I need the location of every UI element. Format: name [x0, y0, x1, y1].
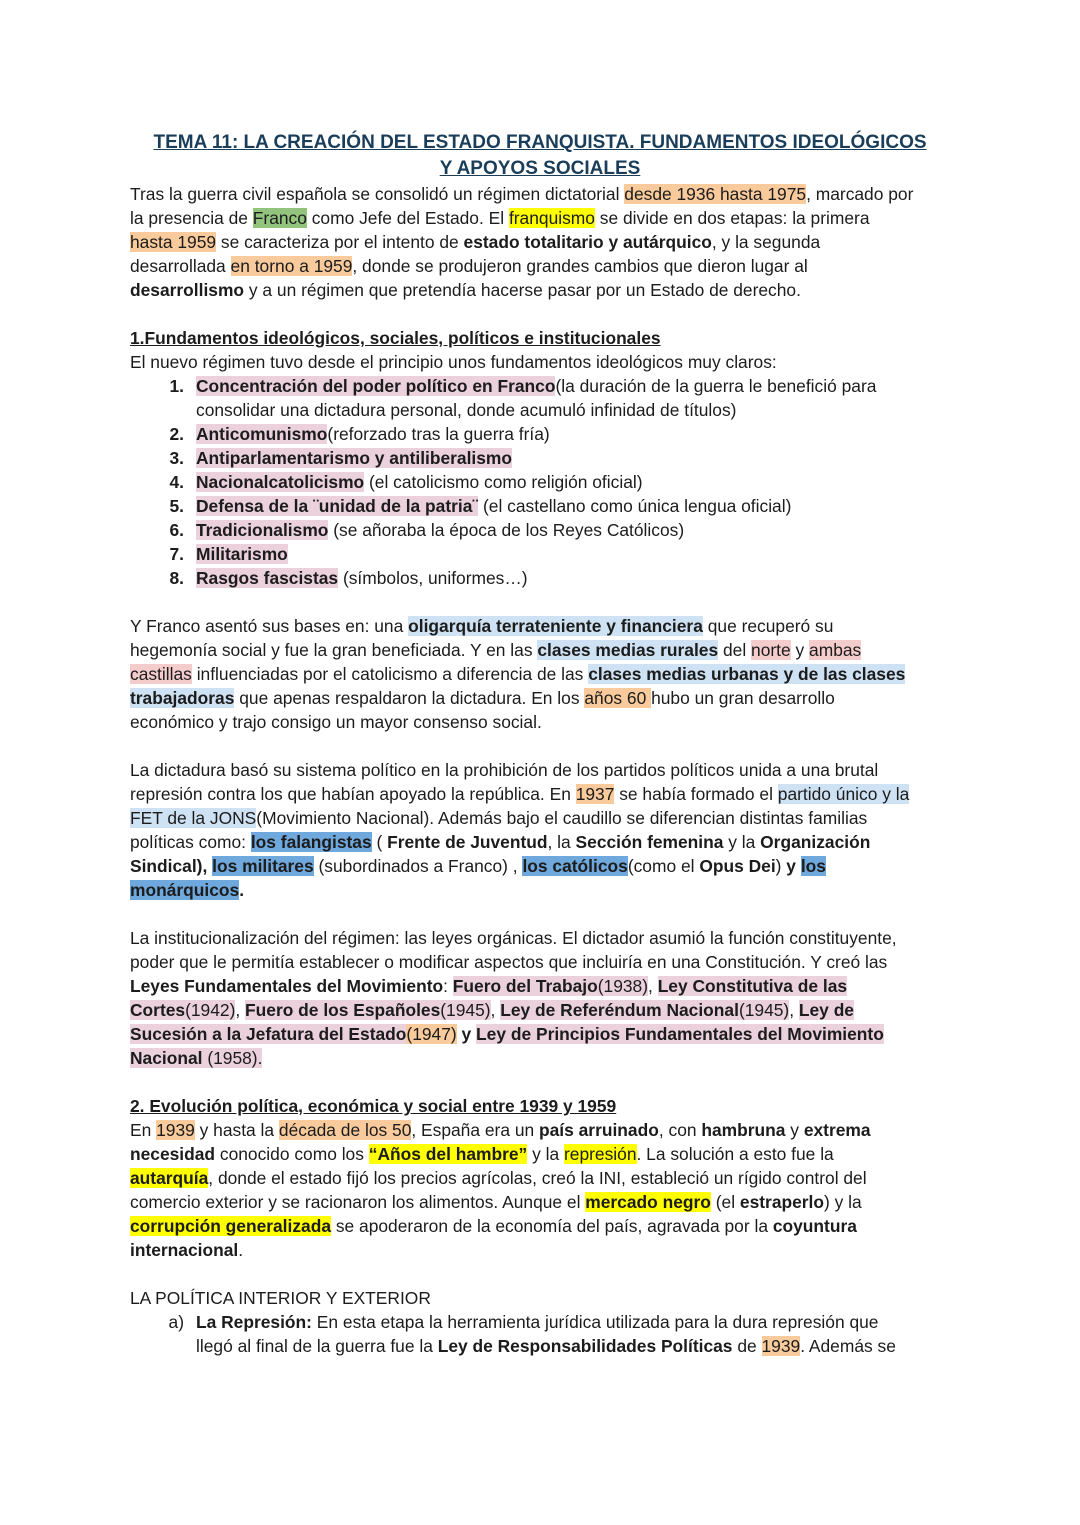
intro-line-1: Tras la guerra civil española se consolidó un régimen dictatorial desde 1936 hasta 1975, marcado por [130, 184, 914, 204]
instit-line-6: Nacional (1958). [130, 1048, 263, 1068]
dictadura-line-2: represión contra los que habían apoyado la república. En 1937 se había formado el partido único y la [130, 784, 910, 804]
section-3-line-2: llegó al final de la guerra fue la Ley de Responsabilidades Políticas de 1939. Además se [196, 1336, 896, 1356]
instit-line-2: poder que le permitía establecer o modificar aspectos que incluiría en una Constitución. Y creó las [130, 952, 888, 972]
instit-line-3: Leyes Fundamentales del Movimiento: Fuero del Trabajo(1938), Ley Constitutiva de las [130, 976, 848, 996]
bases-line-4: trabajadoras que apenas respaldaron la dictadura. En los años 60 hubo un gran desarrollo [130, 688, 835, 708]
section-2-line-2: necesidad conocido como los “Años del hambre” y la represión. La solución a esto fue la [130, 1144, 834, 1164]
intro-line-2: la presencia de Franco como Jefe del Estado. El franquismo se divide en dos etapas: la primera [130, 208, 870, 228]
section-3-line-1: La Represión: En esta etapa la herramienta jurídica utilizada para la dura represión que [196, 1312, 879, 1332]
instit-line-4: Cortes(1942), Fuero de los Españoles(1945), Ley de Referéndum Nacional(1945), Ley de [130, 1000, 854, 1020]
list-item-3: Antiparlamentarismo y antiliberalismo [196, 448, 513, 468]
section-2-line-6: internacional. [130, 1240, 244, 1260]
dictadura-line-5: Sindical), los militares (subordinados a Franco) , los católicos(como el Opus Dei) y los [130, 856, 826, 876]
list-number-4: 4. [169, 472, 184, 492]
bases-line-5: económico y trajo consigo un mayor consenso social. [130, 712, 542, 732]
list-number-2: 2. [169, 424, 184, 444]
bases-line-3: castillas influenciadas por el catolicismo a diferencia de las clases medias urbanas y de las clases [130, 664, 906, 684]
list-item-1-continuation: consolidar una dictadura personal, donde acumuló infinidad de títulos) [196, 400, 737, 420]
list-number-5: 5. [169, 496, 184, 516]
document-title-line-2: Y APOYOS SOCIALES [439, 158, 641, 179]
section-1-lead: El nuevo régimen tuvo desde el principio unos fundamentos ideológicos muy claros: [130, 352, 777, 372]
list-item-4: Nacionalcatolicismo (el catolicismo como religión oficial) [196, 472, 643, 492]
section-3-heading: LA POLÍTICA INTERIOR Y EXTERIOR [130, 1288, 431, 1308]
list-item-5: Defensa de la ¨unidad de la patria¨ (el castellano como única lengua oficial) [196, 496, 792, 516]
list-number-1: 1. [169, 376, 184, 396]
list-item-8: Rasgos fascistas (símbolos, uniformes…) [196, 568, 528, 588]
dictadura-line-6: monárquicos. [130, 880, 245, 900]
list-number-8: 8. [169, 568, 184, 588]
intro-line-4: desarrollada en torno a 1959, donde se produjeron grandes cambios que dieron lugar al [130, 256, 808, 276]
list-item-2: Anticomunismo(reforzado tras la guerra fría) [196, 424, 550, 444]
list-number-7: 7. [169, 544, 184, 564]
section-2-line-1: En 1939 y hasta la década de los 50, España era un país arruinado, con hambruna y extrema [130, 1120, 871, 1140]
list-item-6: Tradicionalismo (se añoraba la época de los Reyes Católicos) [196, 520, 685, 540]
section-2-heading: 2. Evolución política, económica y social entre 1939 y 1959 [130, 1096, 617, 1116]
intro-line-5: desarrollismo y a un régimen que pretendía hacerse pasar por un Estado de derecho. [130, 280, 801, 300]
section-2-line-3: autarquía, donde el estado fijó los precios agrícolas, creó la INI, estableció un rígido control del [130, 1168, 867, 1188]
intro-line-3: hasta 1959 se caracteriza por el intento de estado totalitario y autárquico, y la segunda [130, 232, 821, 252]
section-2-line-5: corrupción generalizada se apoderaron de la economía del país, agravada por la coyuntura [130, 1216, 857, 1236]
dictadura-line-4: políticas como: los falangistas ( Frente de Juventud, la Sección femenina y la Organización [130, 832, 871, 852]
dictadura-line-1: La dictadura basó su sistema político en la prohibición de los partidos políticos unida a una brutal [130, 760, 879, 780]
document-title-line-1: TEMA 11: LA CREACIÓN DEL ESTADO FRANQUISTA. FUNDAMENTOS IDEOLÓGICOS [153, 132, 927, 153]
instit-line-5: Sucesión a la Jefatura del Estado(1947) y Ley de Principios Fundamentales del Movimiento [130, 1024, 884, 1044]
instit-line-1: La institucionalización del régimen: las leyes orgánicas. El dictador asumió la función constituyente, [130, 928, 897, 948]
bases-line-1: Y Franco asentó sus bases en: una oligarquía terrateniente y financiera que recuperó su [130, 616, 834, 636]
list-item-1: Concentración del poder político en Franco(la duración de la guerra le benefició para [196, 376, 877, 396]
bases-line-2: hegemonía social y fue la gran beneficiada. Y en las clases medias rurales del norte y ambas [130, 640, 862, 660]
section-2-line-4: comercio exterior y se racionaron los alimentos. Aunque el mercado negro (el estraperlo) y la [130, 1192, 862, 1212]
section-1-heading: 1.Fundamentos ideológicos, sociales, políticos e institucionales [130, 328, 661, 348]
list-item-7: Militarismo [196, 544, 288, 564]
list-number-6: 6. [169, 520, 184, 540]
dictadura-line-3: FET de la JONS(Movimiento Nacional). Además bajo el caudillo se diferencian distintas familias [130, 808, 868, 828]
list-number-3: 3. [169, 448, 184, 468]
list-marker-a: a) [168, 1312, 184, 1332]
